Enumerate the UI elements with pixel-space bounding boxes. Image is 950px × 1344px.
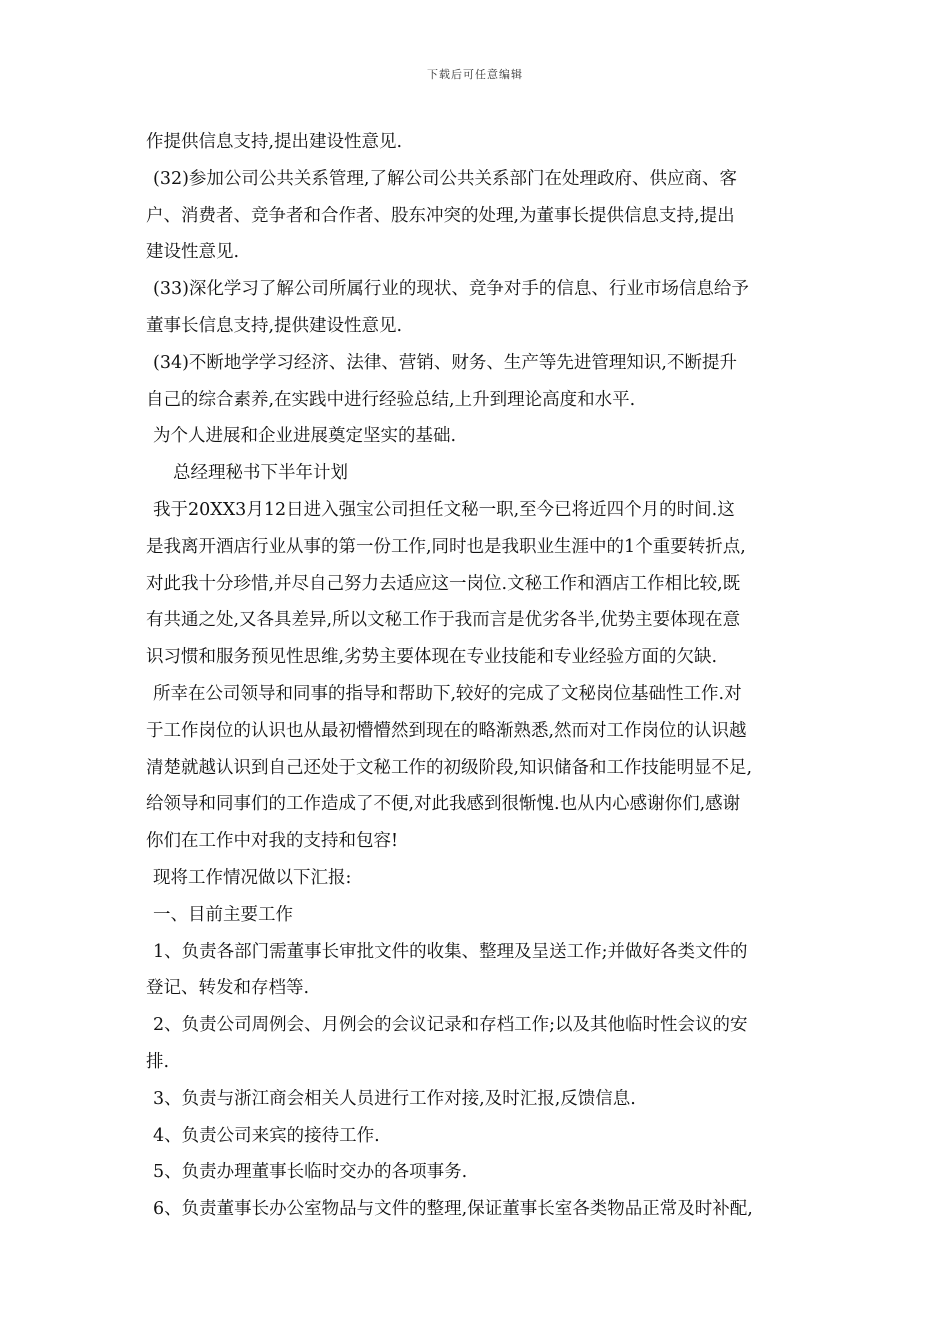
text-line: 登记、转发和存档等.: [146, 978, 310, 999]
text-line: 1、负责各部门需董事长审批文件的收集、整理及呈送工作;并做好各类文件的: [153, 941, 748, 962]
text-line: 现将工作情况做以下汇报:: [153, 867, 352, 888]
text-line: 清楚就越认识到自己还处于文秘工作的初级阶段,知识储备和工作技能明显不足,: [146, 757, 753, 778]
text-line: (34)不断地学学习经济、法律、营销、财务、生产等先进管理知识,不断提升: [153, 352, 737, 373]
text-line: (33)深化学习了解公司所属行业的现状、竞争对手的信息、行业市场信息给予: [153, 279, 749, 300]
text-line: 建设性意见.: [146, 242, 240, 263]
text-line: 4、负责公司来宾的接待工作.: [153, 1125, 380, 1146]
text-line: 5、负责办理董事长临时交办的各项事务.: [153, 1162, 468, 1183]
text-line: 3、负责与浙江商会相关人员进行工作对接,及时汇报,反馈信息.: [153, 1088, 636, 1109]
text-line: 一、目前主要工作: [153, 904, 293, 925]
text-line: 总经理秘书下半年计划: [173, 463, 348, 484]
text-line: (32)参加公司公共关系管理,了解公司公共关系部门在处理政府、供应商、客: [153, 168, 737, 189]
text-line: 我于20XX3月12日进入强宝公司担任文秘一职,至今已将近四个月的时间.这: [153, 499, 735, 520]
text-line: 于工作岗位的认识也从最初懵懵然到现在的略渐熟悉,然而对工作岗位的认识越: [146, 720, 747, 741]
page-header: 下载后可任意编辑: [427, 68, 523, 81]
text-line: 你们在工作中对我的支持和包容!: [146, 831, 399, 852]
text-line: 对此我十分珍惜,并尽自己努力去适应这一岗位.文秘工作和酒店工作相比较,既: [146, 573, 741, 594]
document-body: [146, 124, 816, 1228]
text-line: 排.: [146, 1051, 170, 1072]
text-line: 有共通之处,又各具差异,所以文秘工作于我而言是优劣各半,优势主要体现在意: [146, 610, 741, 631]
text-line: 是我离开酒店行业从事的第一份工作,同时也是我职业生涯中的1个重要转折点,: [146, 536, 746, 557]
text-line: 识习惯和服务预见性思维,劣势主要体现在专业技能和专业经验方面的欠缺.: [146, 647, 718, 668]
text-line: 户、消费者、竞争者和合作者、股东冲突的处理,为董事长提供信息支持,提出: [146, 205, 735, 226]
text-line: 董事长信息支持,提供建设性意见.: [146, 315, 403, 336]
text-line: 作提供信息支持,提出建设性意见.: [146, 132, 403, 152]
text-line: 自己的综合素养,在实践中进行经验总结,上升到理论高度和水平.: [146, 389, 636, 410]
text-line: 所幸在公司领导和同事的指导和帮助下,较好的完成了文秘岗位基础性工作.对: [153, 683, 742, 704]
text-line: 6、负责董事长办公室物品与文件的整理,保证董事长室各类物品正常及时补配,: [153, 1199, 753, 1220]
text-line: 为个人进展和企业进展奠定坚实的基础.: [153, 426, 457, 447]
text-line: 2、负责公司周例会、月例会的会议记录和存档工作;以及其他临时性会议的安: [153, 1015, 748, 1036]
text-line: 给领导和同事们的工作造成了不便,对此我感到很惭愧.也从内心感谢你们,感谢: [146, 794, 741, 815]
